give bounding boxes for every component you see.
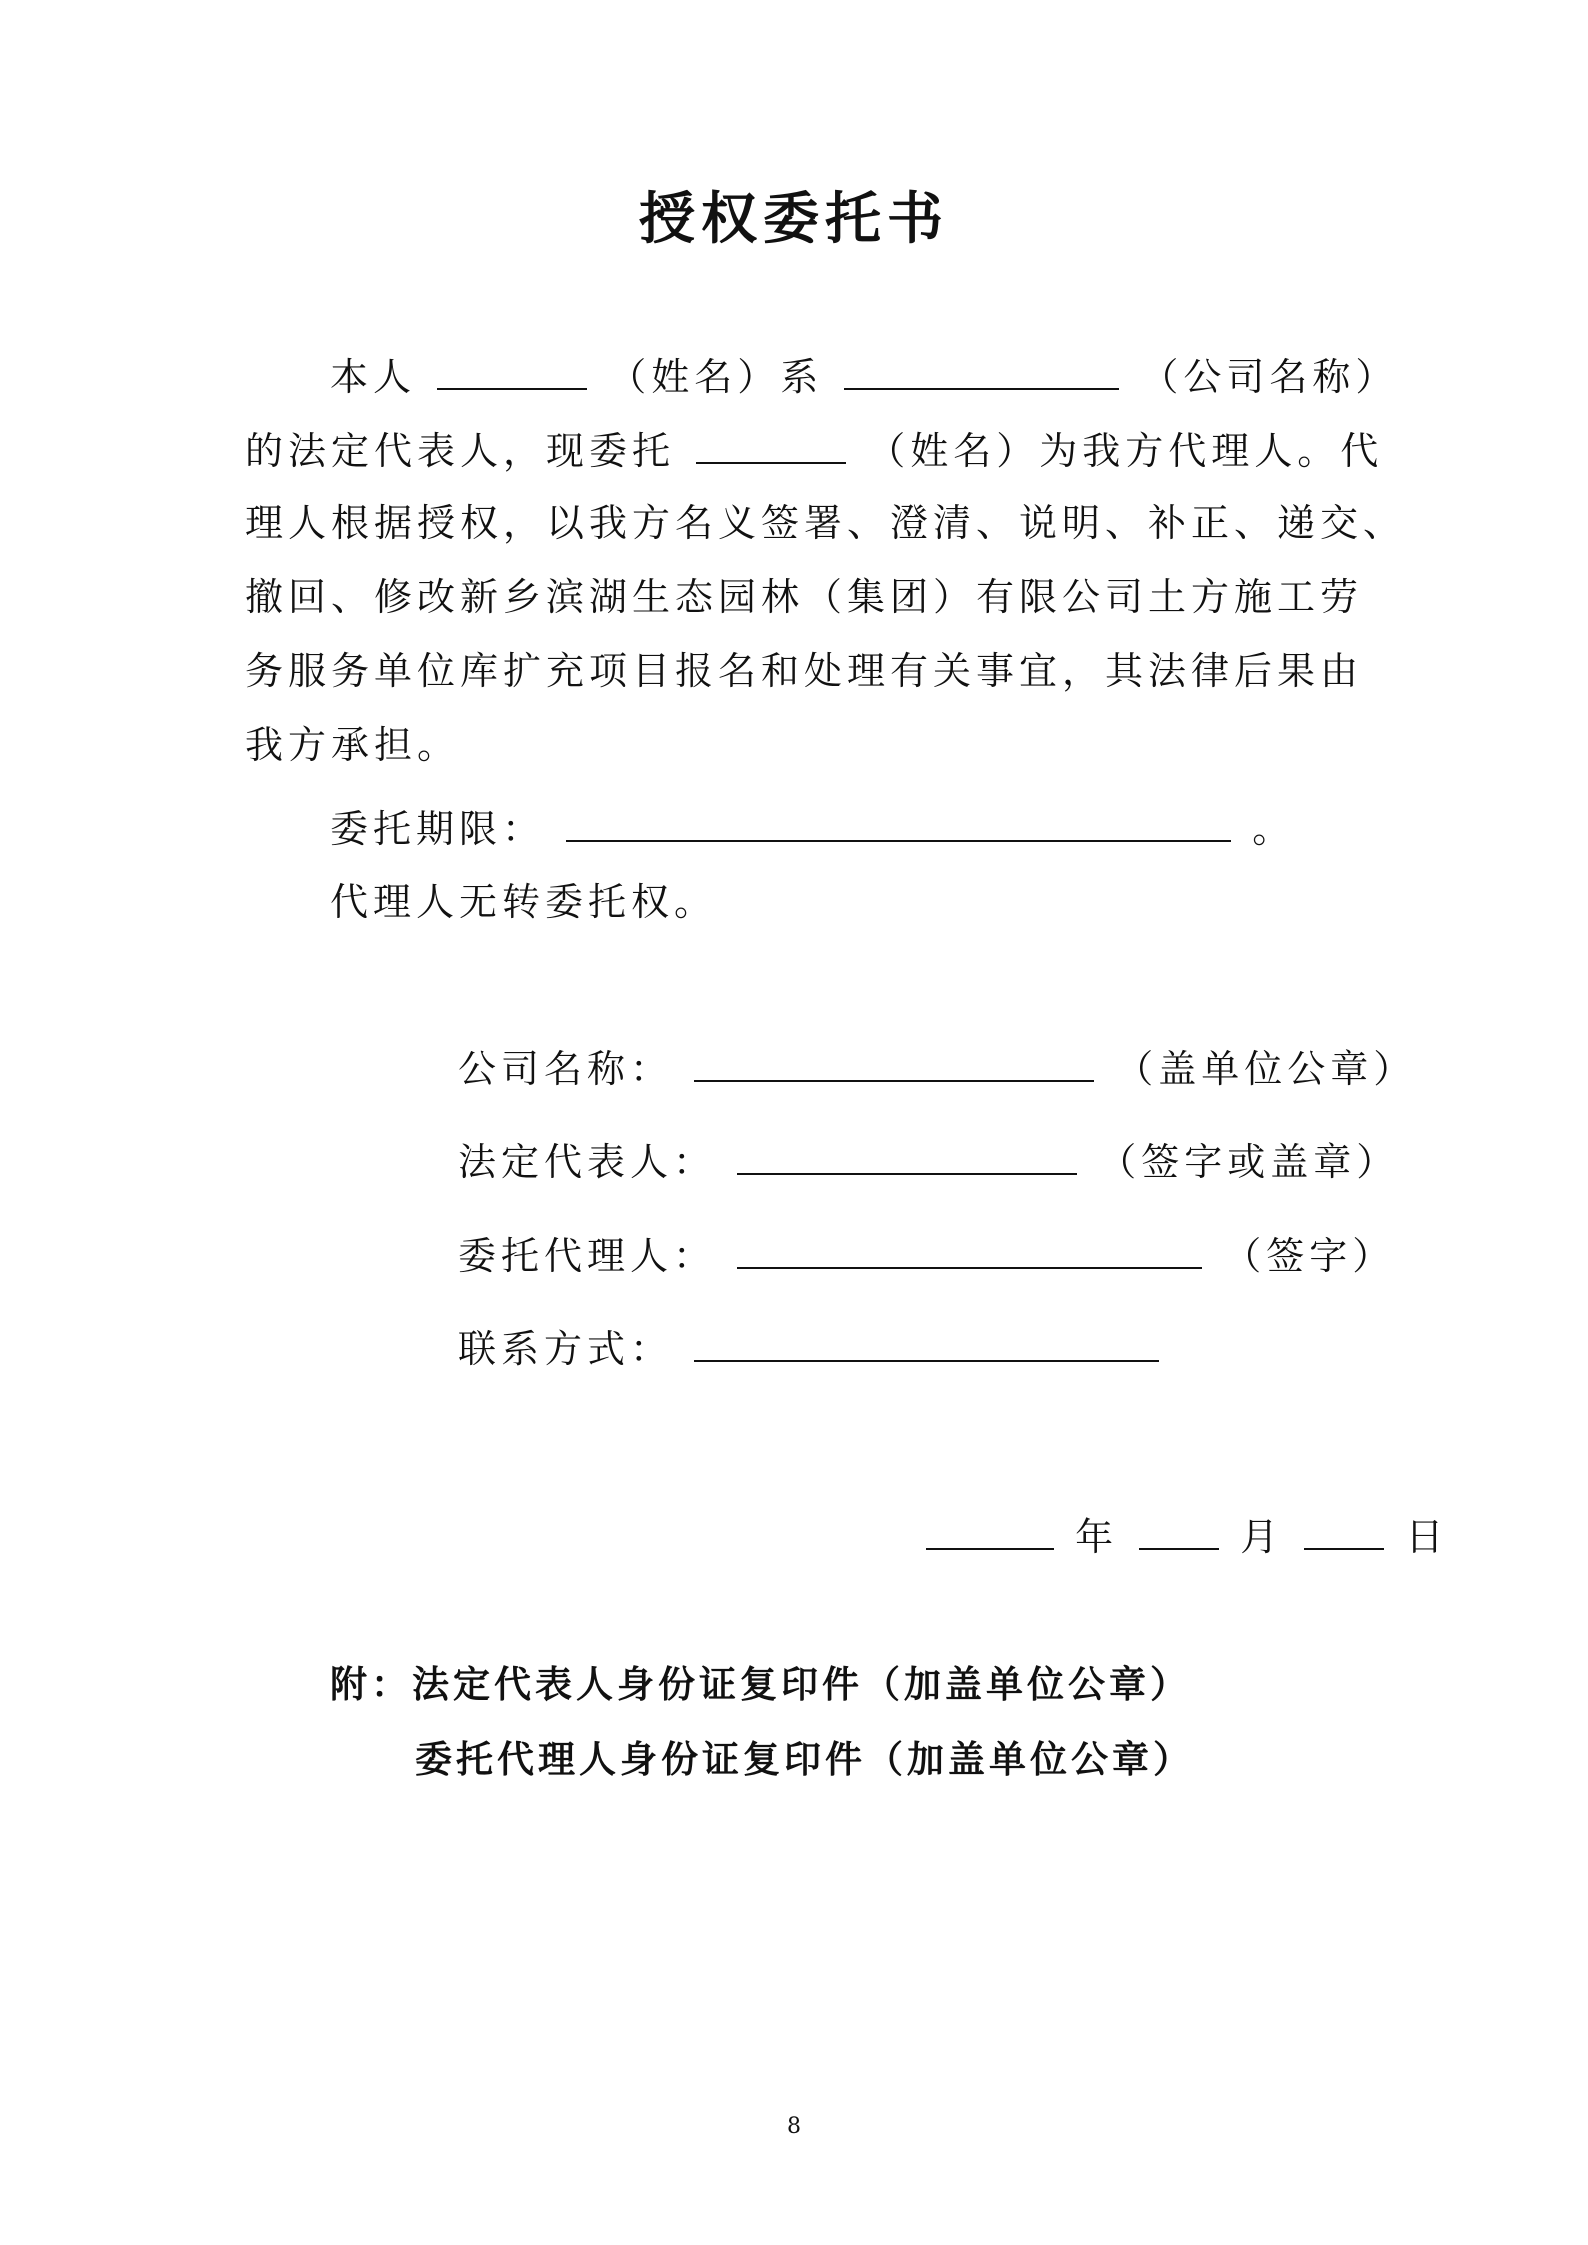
text-name-hint: （姓名）系: [608, 355, 824, 399]
date-line: [922, 1508, 1449, 1564]
attachment-line-1: [330, 1658, 1191, 1712]
company-name-blank[interactable]: [844, 348, 1119, 390]
paragraph-line-2: [245, 422, 1383, 478]
text-company-hint: （公司名称）: [1140, 355, 1399, 399]
attachment-item-1: 法定代表人身份证复印件（加盖单位公章）: [412, 1663, 1191, 1706]
day-label: 日: [1405, 1515, 1449, 1559]
paragraph-line-6: 我方承担。: [245, 723, 461, 767]
contact-line: [458, 1320, 1163, 1376]
paragraph-line-1: [330, 348, 1398, 404]
text-agent-hint: （姓名）为我方代理人。代: [867, 429, 1384, 473]
paragraph-line-5: 务服务单位库扩充项目报名和处理有关事宜，其法律后果由: [245, 649, 1364, 693]
agent-name-blank[interactable]: [696, 422, 846, 464]
document-title: 授权委托书: [639, 187, 949, 252]
text-ben-ren: 本人: [330, 355, 417, 399]
company-signature-blank[interactable]: [694, 1040, 1094, 1082]
contact-blank[interactable]: [694, 1320, 1159, 1362]
agent-signature-line: [458, 1227, 1395, 1283]
term-period: 。: [1252, 807, 1296, 851]
attachment-prefix: 附：: [330, 1663, 412, 1706]
month-label: 月: [1240, 1515, 1284, 1559]
month-blank[interactable]: [1139, 1508, 1219, 1550]
agent-note: （签字）: [1223, 1234, 1396, 1278]
principal-name-blank[interactable]: [437, 348, 587, 390]
no-transfer-line: 代理人无转委托权。: [330, 880, 718, 924]
page-number: 8: [787, 2114, 801, 2139]
legal-rep-signature-blank[interactable]: [737, 1133, 1077, 1175]
agent-signature-blank[interactable]: [737, 1227, 1202, 1269]
term-blank[interactable]: [566, 800, 1231, 842]
company-seal-note: （盖单位公章）: [1115, 1047, 1417, 1091]
year-label: 年: [1075, 1515, 1119, 1559]
text-legal-rep-entrust: 的法定代表人，现委托: [245, 429, 676, 473]
company-signature-line: [458, 1040, 1416, 1096]
year-blank[interactable]: [926, 1508, 1054, 1550]
paragraph-line-3: 理人根据授权，以我方名义签署、澄清、说明、补正、递交、: [245, 501, 1407, 545]
company-label: 公司名称：: [458, 1047, 674, 1091]
contact-label: 联系方式：: [458, 1327, 674, 1371]
attachment-line-2: 委托代理人身份证复印件（加盖单位公章）: [415, 1738, 1194, 1781]
term-label: 委托期限：: [330, 807, 546, 851]
legal-rep-note: （签字或盖章）: [1098, 1140, 1400, 1184]
legal-rep-signature-line: [458, 1133, 1399, 1189]
day-blank[interactable]: [1304, 1508, 1384, 1550]
legal-rep-label: 法定代表人：: [458, 1140, 717, 1184]
paragraph-line-4: 撤回、修改新乡滨湖生态园林（集团）有限公司土方施工劳: [245, 575, 1364, 619]
agent-label: 委托代理人：: [458, 1234, 717, 1278]
term-line: [330, 800, 1295, 856]
